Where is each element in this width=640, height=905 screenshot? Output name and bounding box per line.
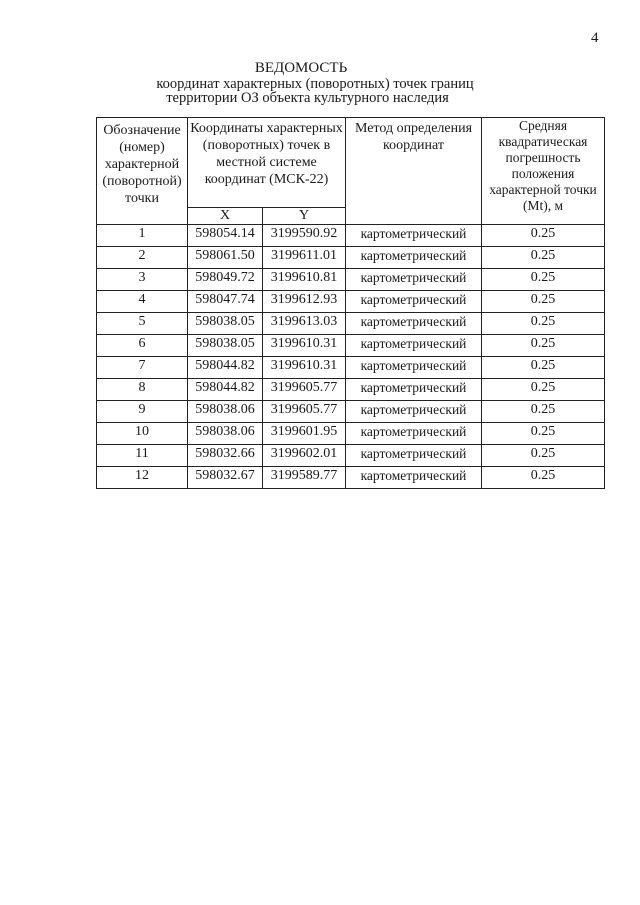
point-number-cell: 2 bbox=[97, 247, 188, 269]
method-cell: картометрический bbox=[346, 269, 482, 291]
y-coordinate-cell: 3199602.01 bbox=[263, 445, 346, 467]
y-coordinate-cell: 3199610.81 bbox=[263, 269, 346, 291]
header-y: Y bbox=[263, 208, 346, 225]
x-coordinate-cell: 598038.05 bbox=[188, 313, 263, 335]
header-point-designation: Обозначение (номер) характерной (поворотной) точки bbox=[97, 118, 188, 225]
x-coordinate-cell: 598038.05 bbox=[188, 335, 263, 357]
method-cell: картометрический bbox=[346, 401, 482, 423]
method-cell: картометрический bbox=[346, 313, 482, 335]
document-subtitle-line2: территории ОЗ объекта культурного наследия bbox=[166, 90, 449, 106]
y-coordinate-cell: 3199605.77 bbox=[263, 401, 346, 423]
table-row bbox=[97, 467, 605, 489]
x-coordinate-cell: 598038.06 bbox=[188, 401, 263, 423]
error-cell: 0.25 bbox=[482, 313, 605, 335]
table-body bbox=[97, 225, 605, 489]
x-coordinate-cell: 598044.82 bbox=[188, 379, 263, 401]
point-number-cell: 8 bbox=[97, 379, 188, 401]
point-number-cell: 12 bbox=[97, 467, 188, 489]
document-title: ВЕДОМОСТЬ bbox=[254, 60, 348, 76]
method-cell: картометрический bbox=[346, 379, 482, 401]
y-coordinate-cell: 3199601.95 bbox=[263, 423, 346, 445]
x-coordinate-cell: 598054.14 bbox=[188, 225, 263, 247]
point-number-cell: 7 bbox=[97, 357, 188, 379]
y-coordinate-cell: 3199610.31 bbox=[263, 357, 346, 379]
page-number: 4 bbox=[591, 30, 599, 46]
method-cell: картометрический bbox=[346, 225, 482, 247]
table-row bbox=[97, 225, 605, 247]
table-row bbox=[97, 379, 605, 401]
error-cell: 0.25 bbox=[482, 291, 605, 313]
table-row bbox=[97, 401, 605, 423]
header-coordinates: Координаты характерных (поворотных) точек в местной системе координат (МСК-22) bbox=[188, 118, 346, 208]
table-header bbox=[97, 118, 605, 225]
document-subtitle-line1: координат характерных (поворотных) точек границ bbox=[156, 76, 474, 92]
error-cell: 0.25 bbox=[482, 423, 605, 445]
y-coordinate-cell: 3199613.03 bbox=[263, 313, 346, 335]
method-cell: картометрический bbox=[346, 423, 482, 445]
point-number-cell: 6 bbox=[97, 335, 188, 357]
error-cell: 0.25 bbox=[482, 225, 605, 247]
method-cell: картометрический bbox=[346, 247, 482, 269]
x-coordinate-cell: 598038.06 bbox=[188, 423, 263, 445]
point-number-cell: 10 bbox=[97, 423, 188, 445]
table-row bbox=[97, 313, 605, 335]
method-cell: картометрический bbox=[346, 467, 482, 489]
table-row bbox=[97, 357, 605, 379]
table-row bbox=[97, 335, 605, 357]
table-row bbox=[97, 269, 605, 291]
error-cell: 0.25 bbox=[482, 269, 605, 291]
point-number-cell: 9 bbox=[97, 401, 188, 423]
error-cell: 0.25 bbox=[482, 401, 605, 423]
y-coordinate-cell: 3199589.77 bbox=[263, 467, 346, 489]
header-method: Метод определения координат bbox=[346, 118, 482, 225]
method-cell: картометрический bbox=[346, 445, 482, 467]
y-coordinate-cell: 3199590.92 bbox=[263, 225, 346, 247]
title-block bbox=[0, 60, 640, 105]
coordinates-table bbox=[96, 117, 605, 489]
x-coordinate-cell: 598032.66 bbox=[188, 445, 263, 467]
table-row bbox=[97, 445, 605, 467]
error-cell: 0.25 bbox=[482, 445, 605, 467]
y-coordinate-cell: 3199611.01 bbox=[263, 247, 346, 269]
x-coordinate-cell: 598044.82 bbox=[188, 357, 263, 379]
method-cell: картометрический bbox=[346, 357, 482, 379]
error-cell: 0.25 bbox=[482, 357, 605, 379]
method-cell: картометрический bbox=[346, 291, 482, 313]
header-error: Средняя квадратическая погрешность положения характерной точки (Mt), м bbox=[482, 118, 605, 225]
point-number-cell: 1 bbox=[97, 225, 188, 247]
x-coordinate-cell: 598049.72 bbox=[188, 269, 263, 291]
table-row bbox=[97, 423, 605, 445]
error-cell: 0.25 bbox=[482, 467, 605, 489]
y-coordinate-cell: 3199612.93 bbox=[263, 291, 346, 313]
x-coordinate-cell: 598032.67 bbox=[188, 467, 263, 489]
table-row bbox=[97, 291, 605, 313]
x-coordinate-cell: 598047.74 bbox=[188, 291, 263, 313]
point-number-cell: 3 bbox=[97, 269, 188, 291]
y-coordinate-cell: 3199605.77 bbox=[263, 379, 346, 401]
error-cell: 0.25 bbox=[482, 247, 605, 269]
table-row bbox=[97, 247, 605, 269]
error-cell: 0.25 bbox=[482, 379, 605, 401]
header-x: X bbox=[188, 208, 263, 225]
x-coordinate-cell: 598061.50 bbox=[188, 247, 263, 269]
method-cell: картометрический bbox=[346, 335, 482, 357]
y-coordinate-cell: 3199610.31 bbox=[263, 335, 346, 357]
error-cell: 0.25 bbox=[482, 335, 605, 357]
point-number-cell: 11 bbox=[97, 445, 188, 467]
point-number-cell: 4 bbox=[97, 291, 188, 313]
point-number-cell: 5 bbox=[97, 313, 188, 335]
